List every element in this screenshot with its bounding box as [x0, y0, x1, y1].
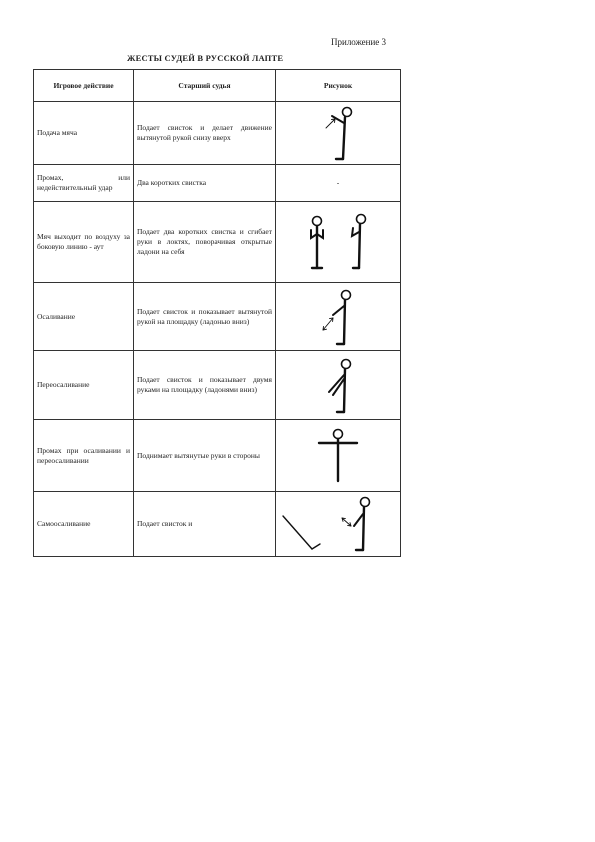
action-cell: Осаливание — [34, 283, 134, 351]
column-header-picture: Рисунок — [276, 70, 401, 102]
table-row — [34, 283, 401, 351]
retag-gesture-icon — [315, 355, 361, 415]
table-row — [34, 202, 401, 283]
action-cell: Подача мяча — [34, 102, 134, 165]
serve-gesture-icon — [316, 104, 360, 162]
tag-gesture-icon — [315, 287, 361, 347]
gestures-table — [33, 69, 401, 557]
referee-cell: Подает свисток и показывает двумя руками на площадку (ладонями вниз) — [134, 351, 276, 420]
page-title: ЖЕСТЫ СУДЕЙ В РУССКОЙ ЛАПТЕ — [127, 53, 284, 63]
referee-cell: Поднимает вытянутые руки в стороны — [134, 420, 276, 492]
referee-cell: Подает свисток и делает движение вытянутой рукой снизу вверх — [134, 102, 276, 165]
table-row — [34, 492, 401, 557]
table-row — [34, 420, 401, 492]
action-cell: Промах, или недействительный удар — [34, 165, 134, 202]
column-header-action: Игровое действие — [34, 70, 134, 102]
referee-cell: Подает два коротких свистка и сгибает руки в локтях, поворачивая открытые ладони на себя — [134, 202, 276, 283]
picture-cell: - — [276, 165, 401, 202]
referee-cell: Два коротких свистка — [134, 165, 276, 202]
action-cell: Промах при осаливании и переосаливании — [34, 420, 134, 492]
action-cell: Мяч выходит по воздуху за боковую линию - аут — [34, 202, 134, 283]
action-cell: Переосаливание — [34, 351, 134, 420]
miss-gesture-icon — [315, 426, 361, 486]
referee-cell: Подает свисток и показывает вытянутой рукой на площадку (ладонью вниз) — [134, 283, 276, 351]
column-header-referee: Старший судья — [134, 70, 276, 102]
table-row — [34, 351, 401, 420]
self-tag-gesture-icon — [280, 494, 396, 554]
referee-cell: Подает свисток и — [134, 492, 276, 557]
out-gesture-icon — [298, 210, 378, 274]
action-cell: Самоосаливание — [34, 492, 134, 557]
table-row — [34, 165, 401, 202]
appendix-label: Приложение 3 — [331, 37, 387, 47]
table-row — [34, 102, 401, 165]
table-header-row — [34, 70, 401, 102]
